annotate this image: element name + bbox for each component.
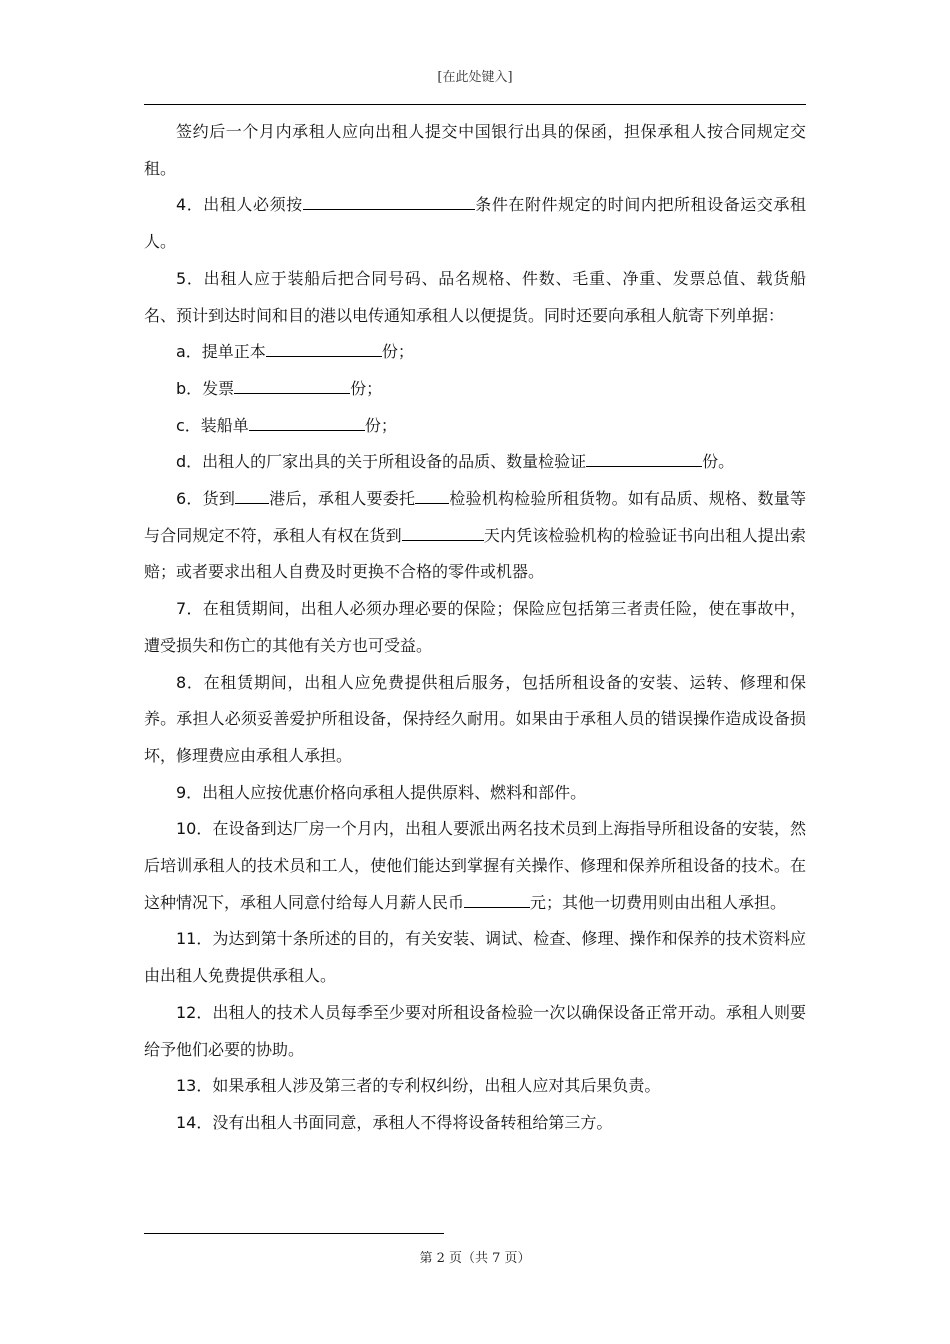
fill-blank bbox=[303, 194, 475, 210]
paragraph-9: 9．出租人应按优惠价格向承租人提供原料、燃料和部件。 bbox=[176, 782, 587, 802]
paragraph-6-text-b: 港后，承租人要委托 bbox=[269, 489, 416, 509]
list-item-a-suffix: 份； bbox=[381, 342, 414, 362]
paragraph-6 bbox=[144, 481, 806, 591]
paragraph-4-text-b: 条件在附件规定的时间内把所租设备运交承租人。 bbox=[144, 195, 806, 252]
paragraph-10-text-b: 元；其他一切费用则由出租人承担。 bbox=[530, 892, 787, 912]
list-item-c-text: c．装船单 bbox=[176, 415, 249, 435]
paragraph-guarantee: 签约后一个月内承租人应向出租人提交中国银行出具的保函，担保承租人按合同规定交租。 bbox=[144, 122, 806, 178]
list-item-d-text: d．出租人的厂家出具的关于所租设备的品质、数量检验证 bbox=[176, 452, 587, 472]
paragraph-14: 14．没有出租人书面同意，承租人不得将设备转租给第三方。 bbox=[176, 1112, 613, 1132]
page-header: [在此处键入] bbox=[437, 70, 513, 85]
paragraph-6-text-d: 天内凭该检验机构的检验证书向出租人提出索赔；或者要求出租人自费及时更换不合格的零件或机器。 bbox=[144, 525, 806, 582]
paragraph-5: 5．出租人应于装船后把合同号码、品名规格、件数、毛重、净重、发票总值、载货船名、预计到达时间和目的港以电传通知承租人以便提货。同时还要向承租人航寄下列单据： bbox=[144, 268, 806, 325]
document-body bbox=[144, 114, 806, 1142]
list-item-b-suffix: 份； bbox=[350, 378, 383, 398]
fill-blank bbox=[234, 378, 350, 394]
paragraph-6-text-a: 6．货到 bbox=[176, 489, 236, 509]
list-item-a bbox=[144, 334, 806, 371]
fill-blank bbox=[249, 415, 365, 431]
paragraph-8: 8．在租赁期间，出租人应免费提供租后服务，包括所租设备的安装、运转、修理和保养。承担人必须妥善爱护所租设备，保持经久耐用。如果由于承租人员的错误操作造成设备损坏，修理费应由承租人承担。 bbox=[144, 672, 806, 765]
paragraph-11: 11．为达到第十条所述的目的，有关安装、调试、检查、修理、操作和保养的技术资料应由出租人免费提供承租人。 bbox=[144, 929, 806, 986]
fill-blank bbox=[464, 892, 530, 908]
page-footer: 第 2 页（共 7 页） bbox=[419, 1251, 531, 1266]
paragraph-10-text-a: 10．在设备到达厂房一个月内，出租人要派出两名技术员到上海指导所租设备的安装，然后培训承租人的技术员和工人，使他们能达到掌握有关操作、修理和保养所租设备的技术。在这种情况下，承租人同意付给每人月薪人民币 bbox=[144, 819, 806, 912]
list-item-a-text: a．提单正本 bbox=[176, 342, 266, 362]
footnote-rule bbox=[144, 1233, 444, 1234]
list-item-b-text: b．发票 bbox=[176, 378, 235, 398]
fill-blank bbox=[235, 488, 269, 504]
list-item-d bbox=[144, 444, 806, 481]
fill-blank bbox=[266, 341, 382, 357]
fill-blank bbox=[586, 451, 702, 467]
fill-blank bbox=[415, 488, 449, 504]
list-item-c-suffix: 份； bbox=[364, 415, 397, 435]
paragraph-13: 13．如果承租人涉及第三者的专利权纠纷，出租人应对其后果负责。 bbox=[176, 1076, 661, 1096]
paragraph-7: 7．在租赁期间，出租人必须办理必要的保险；保险应包括第三者责任险，使在事故中，遭受损失和伤亡的其他有关方也可受益。 bbox=[144, 599, 806, 655]
header-rule bbox=[144, 104, 806, 105]
paragraph-6-text-c: 检验机构检验所租货物。如有品质、规格、数量等与合同规定不符，承租人有权在货到 bbox=[144, 489, 806, 545]
paragraph-12: 12．出租人的技术人员每季至少要对所租设备检验一次以确保设备正常开动。承租人则要给予他们必要的协助。 bbox=[144, 1002, 806, 1059]
paragraph-4 bbox=[144, 187, 806, 260]
paragraph-10 bbox=[144, 811, 806, 921]
list-item-c bbox=[144, 408, 806, 445]
list-item-d-suffix: 份。 bbox=[702, 452, 735, 472]
paragraph-4-text-a: 4．出租人必须按 bbox=[176, 195, 303, 215]
fill-blank bbox=[402, 525, 484, 541]
list-item-b bbox=[144, 371, 806, 408]
